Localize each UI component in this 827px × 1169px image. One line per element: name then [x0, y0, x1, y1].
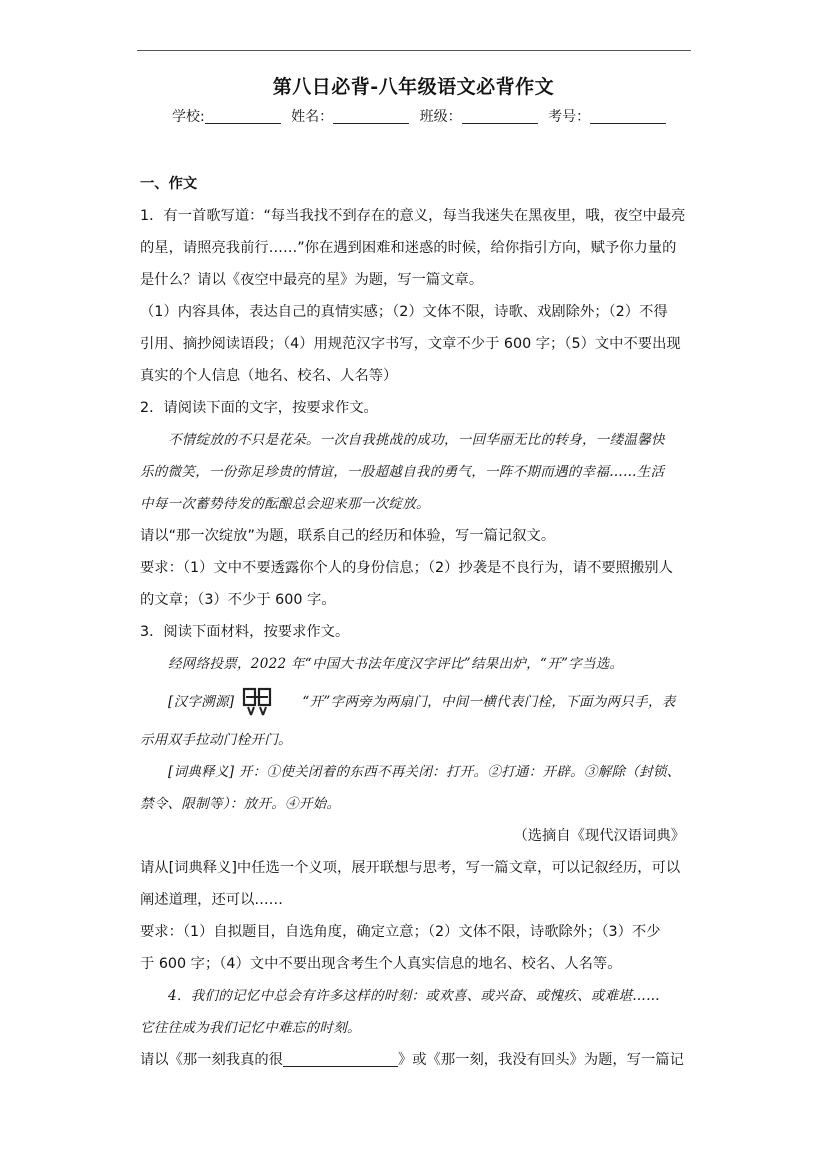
name-blank[interactable] [333, 109, 409, 124]
q1-line: 真实的个人信息（地名、校名、人名等） [140, 368, 398, 384]
q2-passage-line: 中每一次蓄势待发的酝酿总会迎来那一次绽放。 [140, 496, 430, 512]
q3-line: 要求：（1）自拟题目，自选角度，确定立意；（2）文体不限，诗歌除外；（3）不少 [140, 924, 661, 940]
q3-passage: 经网络投票，2022 年“中国大书法年度汉字评比”结果出炉，“开”字当选。 [168, 656, 624, 672]
q1-line: 是什么？请以《夜空中最亮的星》为题，写一篇文章。 [140, 272, 484, 288]
q4-prompt-end: 》或《那一刻，我没有回头》为题，写一篇记 [397, 1052, 684, 1068]
school-blank[interactable] [205, 109, 281, 124]
school-label: 学校: [172, 109, 205, 125]
page-title: 第八日必背-八年级语文必背作文 [272, 76, 555, 98]
q1-line: 1．有一首歌写道：“每当我找不到存在的意义，每当我迷失在黑夜里，哦，夜空中最亮 [140, 208, 686, 224]
class-label: 班级： [419, 109, 462, 125]
q4-last-line [140, 1044, 695, 1076]
exam-number-label: 考号： [548, 109, 591, 125]
q2-passage-line: 不情绽放的不只是花朵。一次自我挑战的成功，一回华丽无比的转身，一缕温馨快 [168, 432, 665, 448]
q3-origin-text-2: 示用双手拉动门栓开门。 [140, 732, 292, 748]
q3-dict-line: 禁令、限制等）：放开。④开始。 [140, 796, 341, 812]
q3-line: 阐述道理，还可以…… [140, 892, 283, 908]
header-rule [137, 50, 691, 51]
q3-line: 于 600 字；（4）文中不要出现含考生个人真实信息的地名、校名、人名等。 [140, 956, 622, 972]
q4-prompt-start: 请以《那一刻我真的很 [140, 1052, 283, 1068]
q2-intro: 2．请阅读下面的文字，按要求作文。 [140, 400, 378, 416]
ancient-kai-glyph-icon [242, 687, 272, 717]
q2-line: 的文章；（3）不少于 600 字。 [140, 592, 336, 608]
name-label: 姓名： [291, 109, 334, 125]
q2-passage-line: 乐的微笑，一份弥足珍贵的情谊，一股超越自我的勇气，一阵不期而遇的幸福……生活 [140, 464, 665, 480]
q4-passage-line: 4．我们的记忆中总会有许多这样的时刻：或欢喜、或兴奋、或愧疚、或难堪…… [168, 988, 660, 1004]
origin-label: [汉字溯源] [168, 694, 235, 710]
q3-line: 请从[词典释义]中任选一个义项，展开联想与思考，写一篇文章，可以记叙经历，可以 [140, 860, 681, 876]
student-info-line [172, 106, 672, 126]
q1-line: 引用、摘抄阅读语段；（4）用规范汉字书写，文章不少于 600 字；（5）文中不要出现 [140, 336, 681, 352]
section-heading: 一、作文 [140, 176, 198, 192]
exam-number-blank[interactable] [590, 109, 666, 124]
q2-line: 请以“那一次绽放”为题，联系自己的经历和体验，写一篇记叙文。 [140, 528, 556, 544]
q1-line: （1）内容具体，表达自己的真情实感；（2）文体不限，诗歌、戏剧除外；（2）不得 [140, 304, 668, 320]
origin-text: “开”字两旁为两扇门，中间一横代表门栓，下面为两只手，表 [302, 694, 676, 710]
q1-line: 的星，请照亮我前行……”你在遇到困难和迷惑的时候，给你指引方向，赋予你力量的 [140, 240, 677, 256]
q4-passage-line: 它往往成为我们记忆中难忘的时刻。 [140, 1020, 361, 1036]
q4-fill-blank[interactable] [283, 1052, 398, 1067]
class-blank[interactable] [462, 109, 538, 124]
q3-origin-row [140, 680, 695, 724]
document-body [140, 168, 695, 1076]
q3-dict-line: [词典释义] 开：①使关闭着的东西不再关闭：打开。②打通：开辟。③解除（封锁、 [168, 764, 681, 780]
q3-source: （选摘自《现代汉语词典》 [513, 828, 685, 844]
q3-intro: 3．阅读下面材料，按要求作文。 [140, 624, 350, 640]
q2-line: 要求：（1）文中不要透露你个人的身份信息；（2）抄袭是不良行为，请不要照搬别人 [140, 560, 673, 576]
